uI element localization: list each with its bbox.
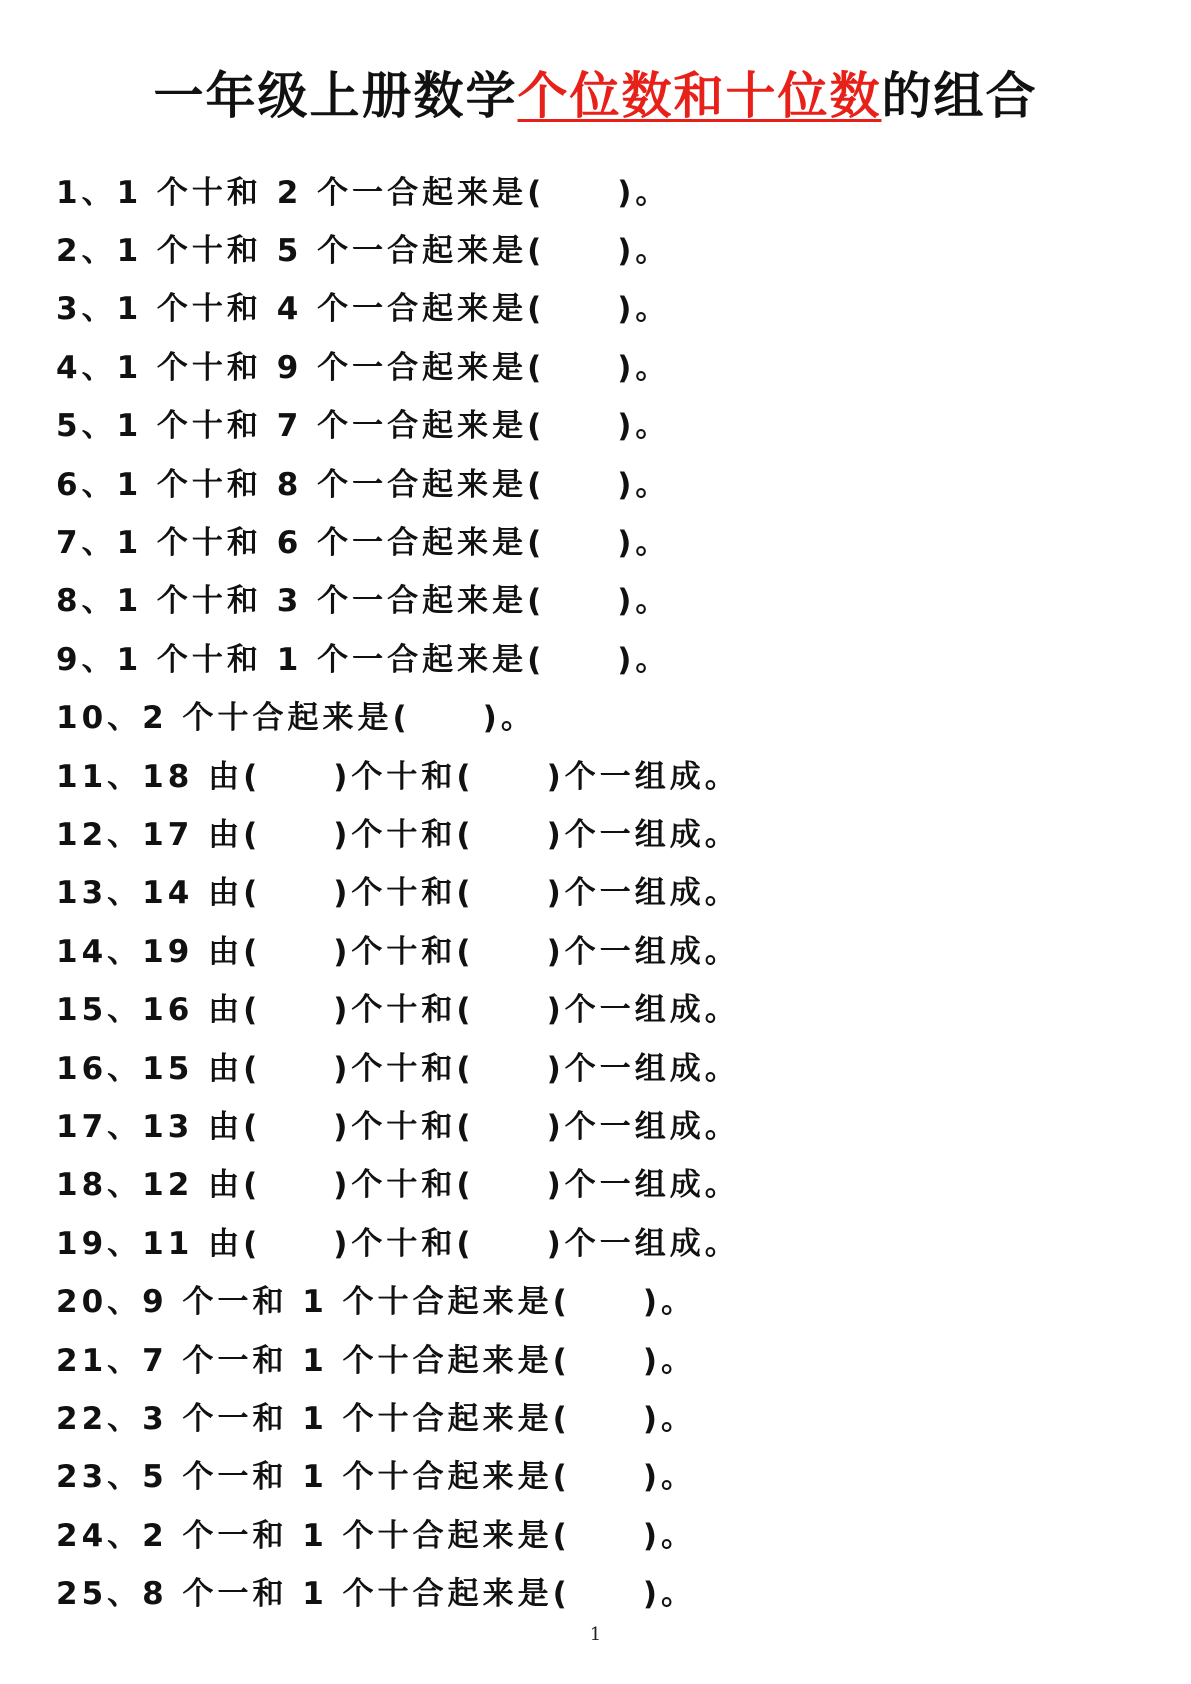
question-item [56, 1036, 740, 1094]
question-text-end: )个一组成。 [546, 933, 740, 970]
question-text-end: )。 [642, 1284, 696, 1321]
title-highlight: 个位数和十位数 [517, 67, 882, 125]
question-item [56, 861, 740, 919]
question-item [56, 744, 740, 802]
question-item [56, 277, 740, 335]
question-text-end: )。 [642, 1576, 696, 1613]
question-text: 23、5 个一和 1 个十合起来是( [56, 1459, 571, 1496]
question-text-middle: )个十和( [333, 933, 475, 970]
question-text: 5、1 个十和 7 个一合起来是( [56, 408, 546, 445]
question-text: 12、17 由( [56, 816, 262, 853]
question-text: 14、19 由( [56, 933, 262, 970]
question-text-end: )个一组成。 [546, 875, 740, 912]
question-text-end: )。 [642, 1342, 696, 1379]
question-item [56, 1503, 740, 1561]
question-item [56, 802, 740, 860]
question-text: 13、14 由( [56, 875, 262, 912]
question-text-end: )。 [482, 700, 536, 737]
question-text-end: )。 [642, 1517, 696, 1554]
question-item [56, 686, 740, 744]
question-text-end: )个一组成。 [546, 1108, 740, 1145]
question-text: 24、2 个一和 1 个十合起来是( [56, 1517, 571, 1554]
title-suffix: 的组合 [881, 67, 1038, 125]
question-item [56, 160, 740, 218]
question-text: 21、7 个一和 1 个十合起来是( [56, 1342, 571, 1379]
question-text-end: )。 [617, 233, 671, 270]
question-text-middle: )个十和( [333, 875, 475, 912]
question-text: 25、8 个一和 1 个十合起来是( [56, 1576, 571, 1613]
question-text-end: )。 [617, 525, 671, 562]
question-text: 18、12 由( [56, 1167, 262, 1204]
page-title [0, 60, 1191, 132]
question-text-end: )个一组成。 [546, 1167, 740, 1204]
question-text: 2、1 个十和 5 个一合起来是( [56, 233, 546, 270]
question-item [56, 335, 740, 393]
question-text: 8、1 个十和 3 个一合起来是( [56, 583, 546, 620]
question-text: 1、1 个十和 2 个一合起来是( [56, 174, 546, 211]
question-item [56, 1269, 740, 1327]
question-text-end: )个一组成。 [546, 992, 740, 1029]
question-item [56, 1386, 740, 1444]
question-text-end: )个一组成。 [546, 1050, 740, 1087]
question-text-end: )。 [617, 466, 671, 503]
page-number: 1 [589, 1624, 602, 1645]
question-text: 22、3 个一和 1 个十合起来是( [56, 1400, 571, 1437]
question-item [56, 627, 740, 685]
question-text: 9、1 个十和 1 个一合起来是( [56, 641, 546, 678]
question-text: 16、15 由( [56, 1050, 262, 1087]
question-text-middle: )个十和( [333, 992, 475, 1029]
question-text-end: )。 [617, 349, 671, 386]
question-item [56, 919, 740, 977]
question-item [56, 1445, 740, 1503]
question-item [56, 1328, 740, 1386]
question-text-middle: )个十和( [333, 1108, 475, 1145]
question-text-end: )。 [617, 641, 671, 678]
question-text-end: )。 [617, 174, 671, 211]
question-text: 11、18 由( [56, 758, 262, 795]
question-text-end: )个一组成。 [546, 816, 740, 853]
question-text: 10、2 个十合起来是( [56, 700, 411, 737]
question-text-middle: )个十和( [333, 758, 475, 795]
question-text: 20、9 个一和 1 个十合起来是( [56, 1284, 571, 1321]
question-item [56, 452, 740, 510]
question-text-end: )个一组成。 [546, 1225, 740, 1262]
question-item [56, 1211, 740, 1269]
question-text-end: )。 [617, 583, 671, 620]
question-item [56, 1153, 740, 1211]
question-text: 15、16 由( [56, 992, 262, 1029]
question-item [56, 977, 740, 1035]
question-text: 19、11 由( [56, 1225, 262, 1262]
question-text-middle: )个十和( [333, 1225, 475, 1262]
question-text: 7、1 个十和 6 个一合起来是( [56, 525, 546, 562]
question-item [56, 218, 740, 276]
question-list [56, 160, 740, 1620]
question-item [56, 1561, 740, 1619]
question-text-end: )个一组成。 [546, 758, 740, 795]
question-text-middle: )个十和( [333, 1050, 475, 1087]
question-text: 4、1 个十和 9 个一合起来是( [56, 349, 546, 386]
title-prefix: 一年级上册数学 [153, 67, 518, 125]
question-text-end: )。 [642, 1400, 696, 1437]
question-text-end: )。 [617, 291, 671, 328]
question-item [56, 569, 740, 627]
question-text: 3、1 个十和 4 个一合起来是( [56, 291, 546, 328]
question-item [56, 1094, 740, 1152]
question-text-end: )。 [642, 1459, 696, 1496]
question-item [56, 394, 740, 452]
question-item [56, 510, 740, 568]
question-text-middle: )个十和( [333, 1167, 475, 1204]
question-text-middle: )个十和( [333, 816, 475, 853]
question-text: 17、13 由( [56, 1108, 262, 1145]
question-text-end: )。 [617, 408, 671, 445]
question-text: 6、1 个十和 8 个一合起来是( [56, 466, 546, 503]
